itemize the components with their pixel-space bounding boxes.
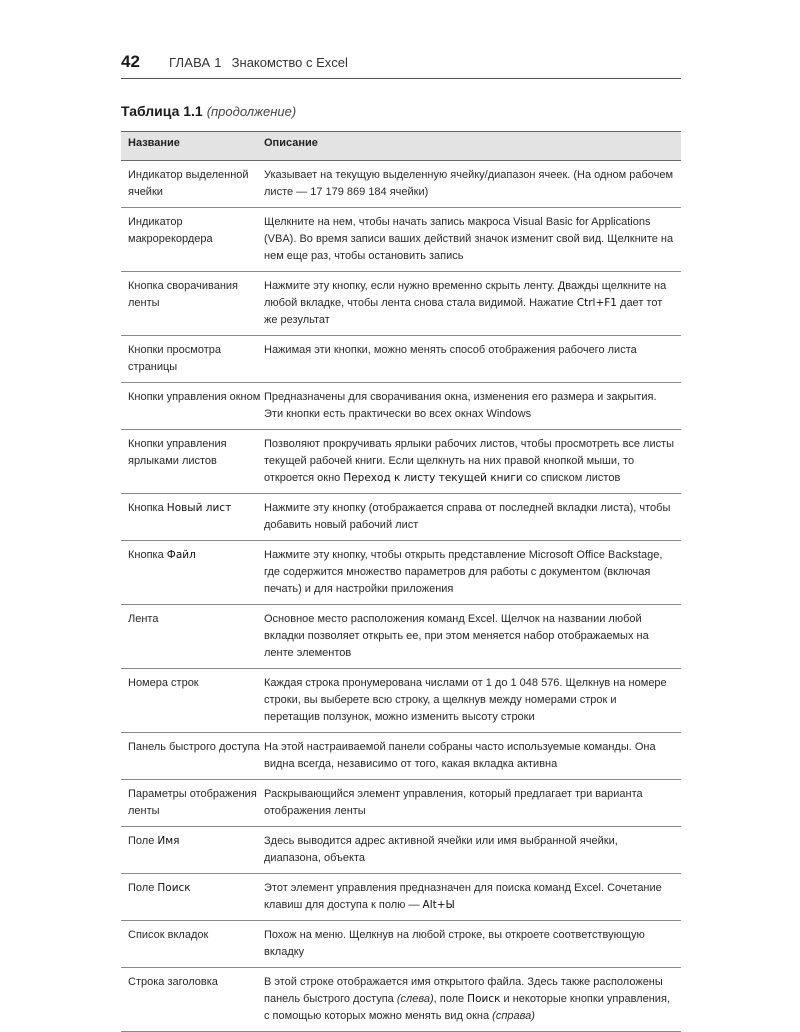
row-description: Раскрывающийся элемент управления, который предлагает три варианта отображения ленты	[264, 788, 643, 817]
row-description	[264, 874, 681, 920]
table-header-row	[121, 131, 681, 161]
ui-term: Новый лист	[166, 502, 232, 514]
row-description: Указывает на текущую выделенную ячейку/диапазон ячеек. (На одном рабочем листе — 17 179 869 184 ячейки)	[264, 169, 674, 198]
reference-table	[121, 131, 681, 1032]
table-row	[121, 494, 681, 541]
column-header-name: Название	[128, 136, 180, 149]
table-row	[121, 383, 681, 430]
table-row	[121, 669, 681, 733]
row-name: Кнопки управления ярлыками листов	[128, 438, 227, 467]
row-name: Номера строк	[128, 677, 199, 689]
row-description: Каждая строка пронумерована числами от 1 до 1 048 576. Щелкнув на номере строки, вы выберете всю строку, а щелкнув между номерами строк и перетащив ползунок, можно изменить высоту строки	[264, 677, 667, 723]
description-text: дает тот же результат	[264, 297, 663, 326]
table-row	[121, 272, 681, 336]
row-name	[121, 494, 264, 540]
table-row	[121, 827, 681, 874]
table-row	[121, 430, 681, 494]
row-name: Список вкладок	[128, 929, 209, 941]
table-row	[121, 733, 681, 780]
name-text: Кнопка	[128, 549, 167, 561]
ui-term: Поиск	[467, 993, 501, 1005]
name-text: Поле	[128, 835, 158, 847]
table-row	[121, 874, 681, 921]
row-description: Нажмите эту кнопку, чтобы открыть представление Microsoft Office Backstage, где содержится множество параметров для работы с документом (включая печать) и для настройки приложения	[264, 549, 663, 595]
row-name: Индикатор макрорекордера	[128, 216, 213, 245]
table-row	[121, 541, 681, 605]
row-description	[264, 430, 681, 493]
table-row	[121, 605, 681, 669]
running-head	[121, 52, 681, 79]
row-description: Щелкните на нем, чтобы начать запись макроса Visual Basic for Applications (VBA). Во время записи ваших действий значок изменит свой вид. Щелкните на нем еще раз, чтобы остановить запись	[264, 216, 674, 262]
table-row	[121, 336, 681, 383]
chapter-title: Знакомство с Excel	[231, 55, 348, 70]
table-caption-note: (продолжение)	[206, 104, 297, 119]
row-name: Индикатор выделенной ячейки	[128, 169, 249, 198]
table-caption	[121, 103, 296, 119]
row-name: Кнопки управления окном	[128, 391, 261, 403]
row-name: Параметры отображения ленты	[128, 788, 257, 817]
italic-note: (слева)	[396, 993, 434, 1005]
row-description: Похож на меню. Щелкнув на любой строке, вы откроете соответствующую вкладку	[264, 929, 645, 958]
table-caption-title: Таблица 1.1	[121, 103, 203, 119]
chapter-label: ГЛАВА 1	[169, 55, 222, 70]
row-name	[121, 874, 264, 920]
description-text: и некоторые кнопки управления, с помощью которых можно менять вид окна	[264, 993, 670, 1022]
italic-note: (справа)	[492, 1010, 535, 1022]
table-row	[121, 780, 681, 827]
shortcut-text: Alt+Ы	[422, 899, 455, 911]
description-text: со списком листов	[522, 472, 621, 484]
row-description: На этой настраиваемой панели собраны часто используемые команды. Она видна всегда, независимо от того, какая вкладка активна	[264, 741, 656, 770]
page-number: 42	[121, 52, 140, 71]
row-description	[264, 272, 681, 335]
row-name	[121, 827, 264, 873]
description-text: Позволяют прокручивать ярлыки рабочих листов, чтобы просмотреть все листы текущей рабочей книги. Если щелкнуть на них правой кнопкой мыши, то откроется окно	[264, 438, 675, 484]
description-text: Нажмите эту кнопку, если нужно временно скрыть ленту. Дважды щелкните на любой вкладке, чтобы лента снова стала видимой. Нажатие	[264, 280, 667, 309]
ui-term: Файл	[166, 549, 196, 561]
ui-term: Переход к листу текущей книги	[343, 472, 523, 484]
ui-term: Имя	[157, 835, 180, 847]
row-name: Лента	[128, 613, 159, 625]
table-row	[121, 921, 681, 968]
column-header-description: Описание	[264, 136, 318, 149]
row-name: Панель быстрого доступа	[128, 741, 260, 753]
table-row	[121, 161, 681, 208]
description-text: , поле	[433, 993, 468, 1005]
table-row	[121, 208, 681, 272]
row-description: Основное место расположения команд Excel. Щелчок на названии любой вкладки позволяет открыть ее, при этом меняется набор отображаемых на ленте элементов	[264, 613, 649, 659]
row-name: Кнопка сворачивания ленты	[128, 280, 239, 309]
row-description: Здесь выводится адрес активной ячейки или имя выбранной ячейки, диапазона, объекта	[264, 835, 618, 864]
row-name: Строка заголовка	[128, 976, 218, 988]
name-text: Кнопка	[128, 502, 167, 514]
row-name: Кнопки просмотра страницы	[128, 344, 221, 373]
row-description: Нажимая эти кнопки, можно менять способ отображения рабочего листа	[264, 344, 637, 356]
shortcut-text: Ctrl+F1	[576, 297, 617, 309]
ui-term: Поиск	[157, 882, 191, 894]
row-description: Нажмите эту кнопку (отображается справа от последней вкладки листа), чтобы добавить новый рабочий лист	[264, 502, 671, 531]
name-text: Поле	[128, 882, 158, 894]
row-name	[121, 541, 264, 604]
table-row	[121, 968, 681, 1032]
description-text: Этот элемент управления предназначен для поиска команд Excel. Сочетание клавиш для доступа к полю —	[264, 882, 662, 911]
description-text: В этой строке отображается имя открытого файла. Здесь также расположены панель быстрого доступа	[264, 976, 663, 1005]
row-description: Предназначены для сворачивания окна, изменения его размера и закрытия. Эти кнопки есть практически во всех окнах Windows	[264, 391, 657, 420]
